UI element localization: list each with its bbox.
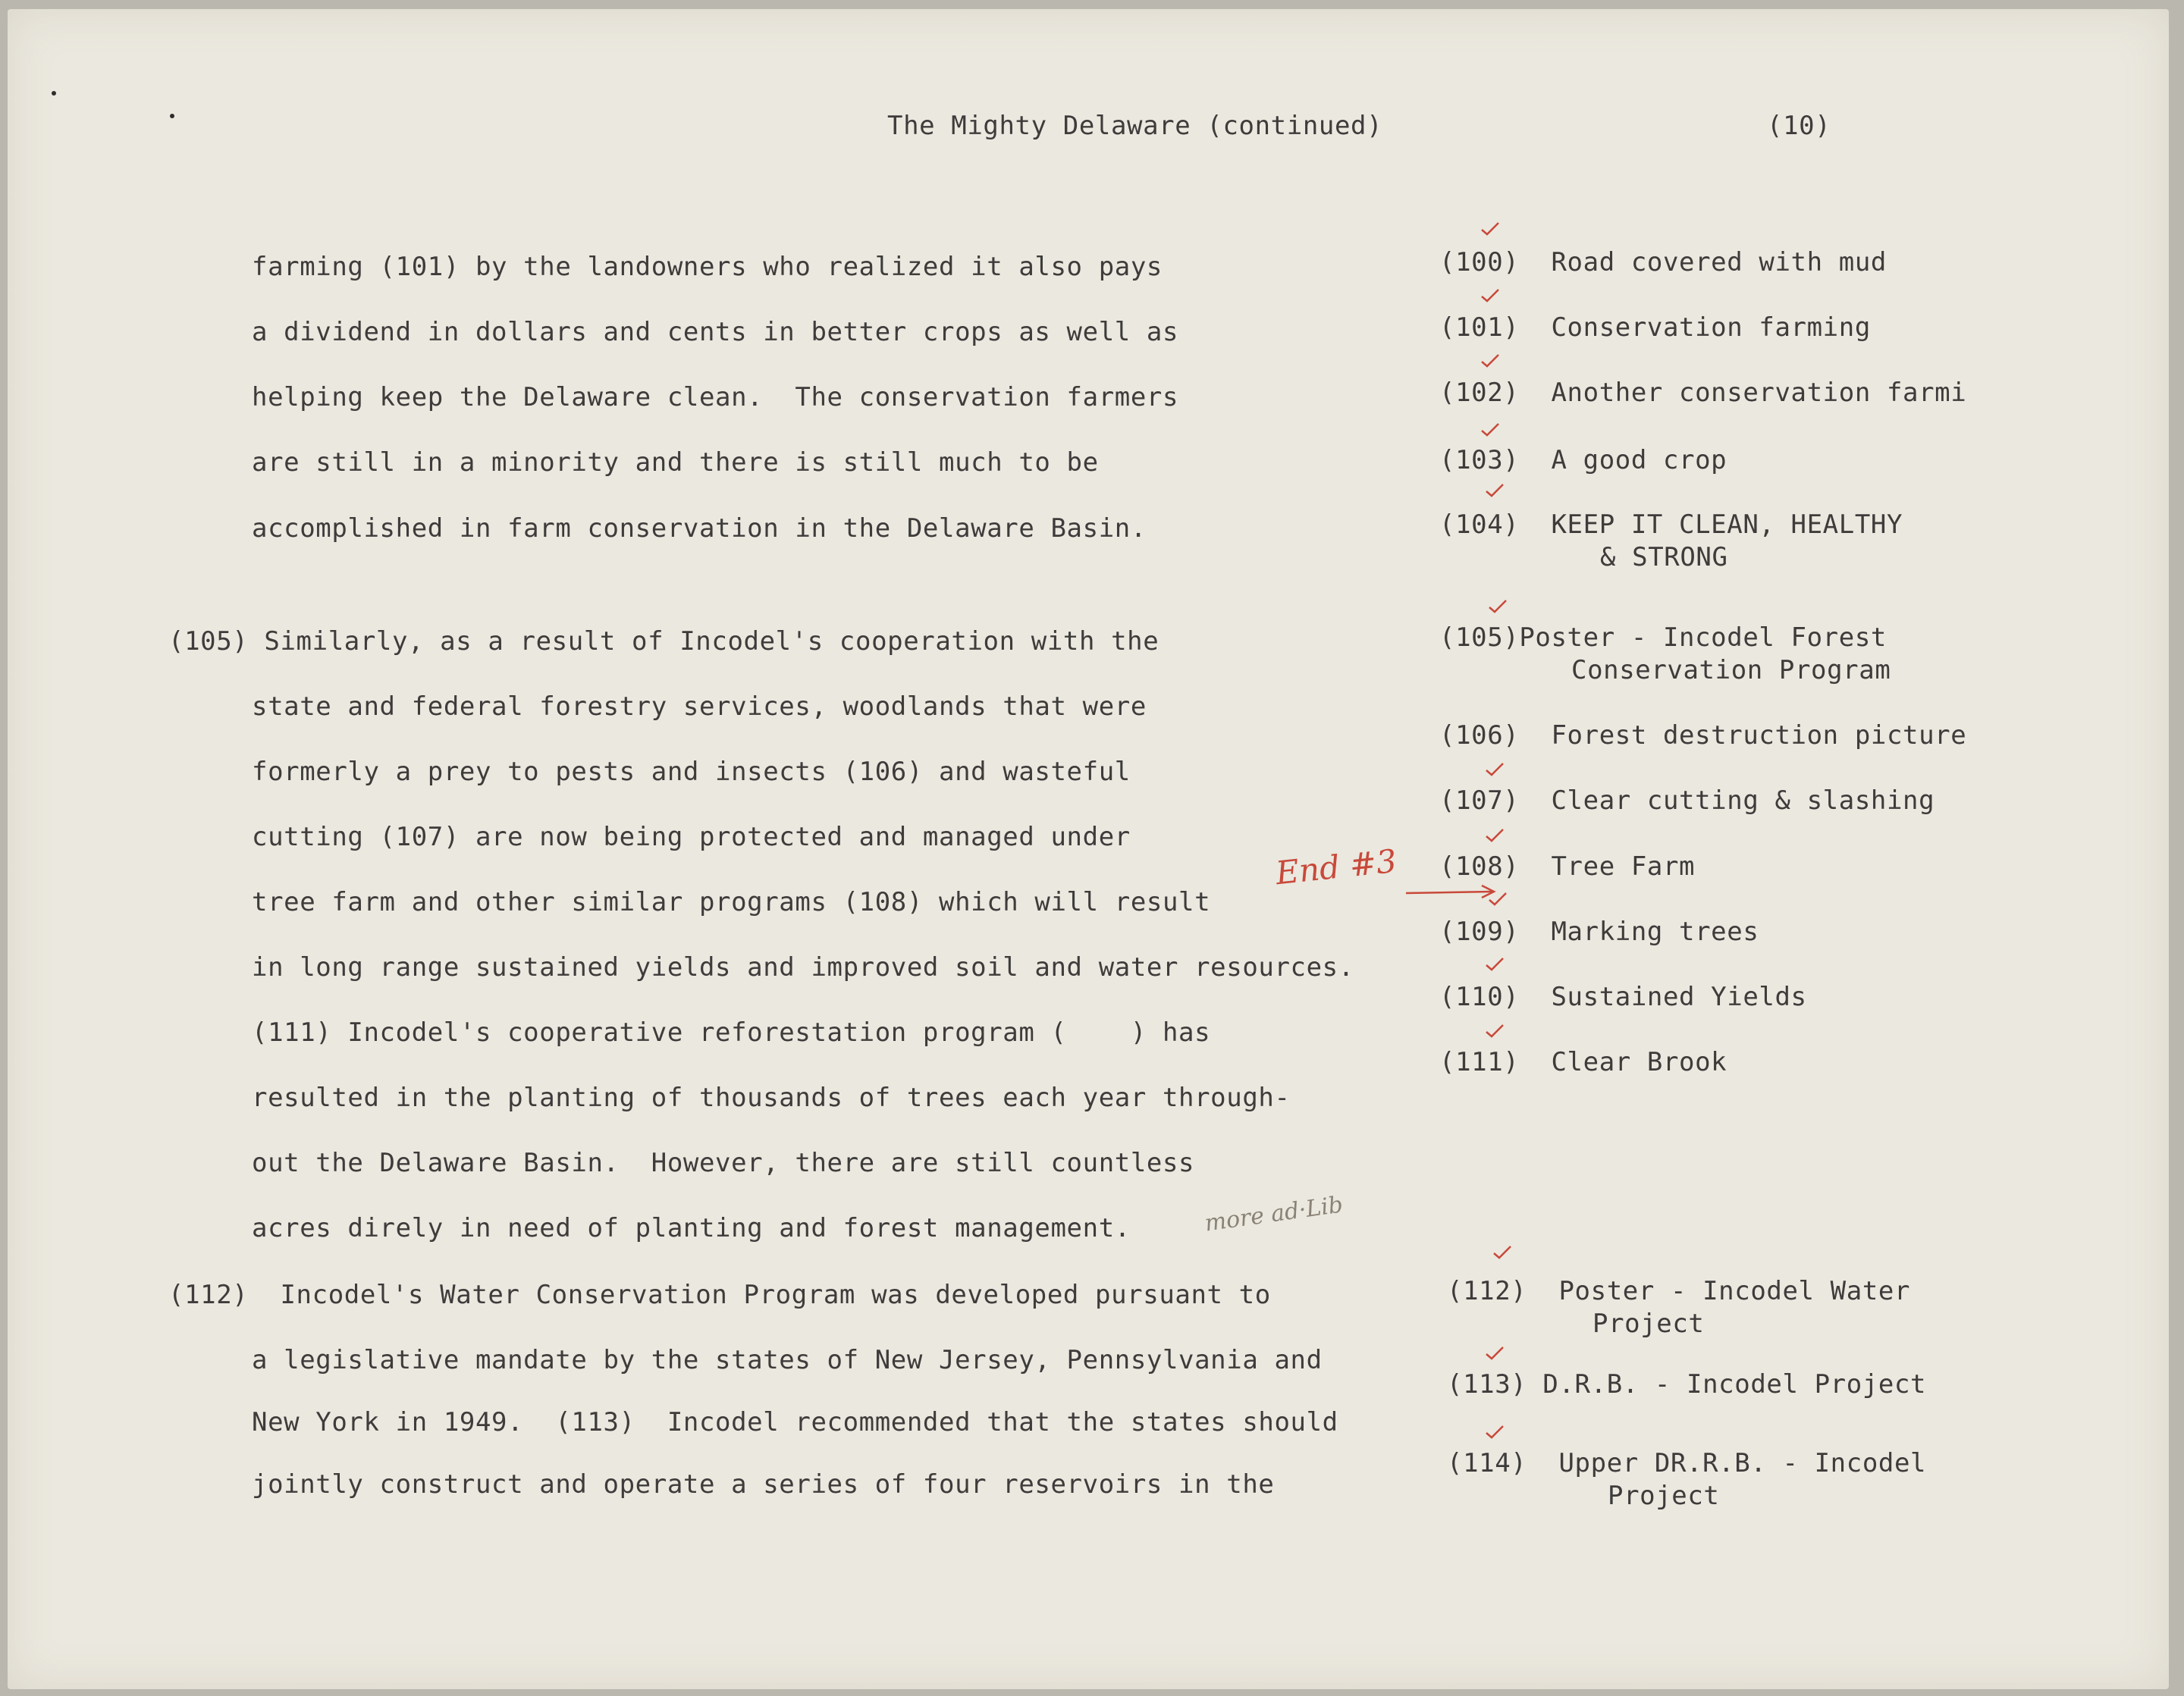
shot-list-item: (110) Sustained Yields [1439, 982, 1807, 1012]
shot-list-item: (105)Poster - Incodel Forest [1439, 622, 1887, 653]
shot-list-item: (111) Clear Brook [1439, 1047, 1727, 1077]
check-mark-icon [1485, 762, 1505, 777]
margin-mark [170, 114, 174, 118]
ad-lib-note: more ad·Lib [1203, 1191, 1345, 1237]
body-line: tree farm and other similar programs (108) which will result [252, 887, 1211, 917]
document-page [8, 9, 2169, 1689]
page-title: The Mighty Delaware (continued) [887, 111, 1383, 141]
body-line: (112) Incodel's Water Conservation Program was developed pursuant to [168, 1280, 1271, 1310]
body-line: New York in 1949. (113) Incodel recommended that the states should [252, 1407, 1338, 1437]
body-line: jointly construct and operate a series of four reservoirs in the [252, 1469, 1275, 1500]
check-mark-icon [1492, 1245, 1512, 1260]
shot-list-item: (106) Forest destruction picture [1439, 720, 1967, 751]
arrow-icon [1403, 881, 1502, 904]
check-mark-icon [1480, 221, 1500, 237]
shot-list-item-continuation: Project [1592, 1309, 1705, 1339]
page-number: (10) [1767, 111, 1831, 141]
shot-list-item: (113) D.R.B. - Incodel Project [1447, 1369, 1927, 1400]
check-mark-icon [1485, 828, 1505, 843]
shot-list-item: (102) Another conservation farmi [1439, 378, 1967, 408]
body-line: in long range sustained yields and improved soil and water resources. [252, 952, 1354, 983]
check-mark-icon [1480, 288, 1500, 303]
body-line: formerly a prey to pests and insects (106) and wasteful [252, 757, 1131, 787]
shot-list-item: (114) Upper DR.R.B. - Incodel [1447, 1448, 1927, 1478]
body-line: farming (101) by the landowners who realized it also pays [252, 252, 1163, 282]
check-mark-icon [1485, 1425, 1505, 1440]
body-line: (105) Similarly, as a result of Incodel's cooperation with the [168, 626, 1159, 657]
check-mark-icon [1485, 957, 1505, 972]
shot-list-item: (100) Road covered with mud [1439, 247, 1887, 277]
check-mark-icon [1480, 422, 1500, 437]
shot-list-item: (108) Tree Farm [1439, 851, 1696, 882]
shot-list-item: (109) Marking trees [1439, 917, 1759, 947]
body-line: state and federal forestry services, woodlands that were [252, 691, 1147, 722]
check-mark-icon [1480, 353, 1500, 368]
check-mark-icon [1488, 599, 1508, 614]
body-line: a dividend in dollars and cents in better crops as well as [252, 317, 1179, 347]
shot-list-item: (103) A good crop [1439, 445, 1727, 475]
shot-list-item-continuation: Project [1608, 1481, 1720, 1511]
body-line: out the Delaware Basin. However, there are still countless [252, 1148, 1195, 1178]
margin-mark [52, 91, 56, 96]
body-line: accomplished in farm conservation in the Delaware Basin. [252, 513, 1147, 544]
shot-list-item-continuation: & STRONG [1600, 542, 1728, 572]
body-line: resulted in the planting of thousands of trees each year through- [252, 1083, 1291, 1113]
body-line: cutting (107) are now being protected and managed under [252, 822, 1131, 852]
shot-list-item: (101) Conservation farming [1439, 312, 1871, 343]
check-mark-icon [1485, 1346, 1505, 1361]
body-line: (111) Incodel's cooperative reforestation program ( ) has [252, 1017, 1211, 1048]
body-line: are still in a minority and there is still much to be [252, 447, 1099, 478]
shot-list-item: (107) Clear cutting & slashing [1439, 785, 1935, 816]
body-line: a legislative mandate by the states of New Jersey, Pennsylvania and [252, 1345, 1323, 1375]
shot-list-item: (104) KEEP IT CLEAN, HEALTHY [1439, 509, 1903, 540]
body-line: helping keep the Delaware clean. The conservation farmers [252, 382, 1179, 412]
shot-list-item-continuation: Conservation Program [1571, 655, 1891, 685]
body-line: acres direly in need of planting and forest management. [252, 1213, 1131, 1243]
check-mark-icon [1485, 483, 1505, 498]
end-marker-note: End #3 [1273, 842, 1398, 892]
check-mark-icon [1485, 1024, 1505, 1039]
shot-list-item: (112) Poster - Incodel Water [1447, 1276, 1911, 1306]
